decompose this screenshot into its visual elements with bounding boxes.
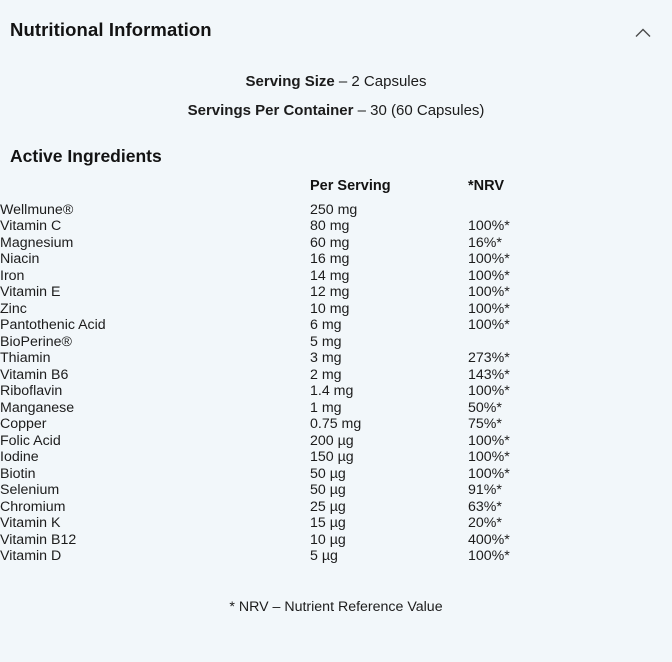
ingredient-per-serving: 250 mg	[310, 201, 358, 218]
table-row	[0, 317, 672, 334]
table-row	[0, 218, 672, 235]
table-row	[0, 499, 672, 516]
servings-per-container-value: 30 (60 Capsules)	[370, 101, 485, 119]
ingredient-nrv: 100%*	[468, 449, 510, 466]
ingredient-nrv: 50%*	[468, 399, 502, 416]
ingredient-per-serving: 50 µg	[310, 465, 346, 482]
active-ingredients-heading: Active Ingredients	[10, 146, 162, 166]
ingredient-name: BioPerine®	[0, 333, 72, 350]
ingredient-nrv: 91%*	[468, 482, 502, 499]
ingredient-per-serving: 5 mg	[310, 333, 342, 350]
ingredient-nrv: 20%*	[468, 515, 502, 532]
ingredient-name: Wellmune®	[0, 201, 74, 218]
chevron-up-icon[interactable]	[630, 20, 656, 46]
ingredient-name: Vitamin K	[0, 515, 61, 532]
ingredient-nrv: 100%*	[468, 432, 510, 449]
ingredient-per-serving: 14 mg	[310, 267, 350, 284]
ingredient-name: Vitamin B6	[0, 366, 69, 383]
ingredient-nrv: 100%*	[468, 218, 510, 235]
nrv-footnote: * NRV – Nutrient Reference Value	[229, 598, 443, 615]
table-row	[0, 532, 672, 549]
ingredient-nrv: 63%*	[468, 498, 502, 515]
ingredient-nrv: 100%*	[468, 465, 510, 482]
servings-per-container-label: Servings Per Container	[187, 101, 354, 119]
table-row	[0, 433, 672, 450]
ingredient-name: Biotin	[0, 465, 36, 482]
ingredient-name: Niacin	[0, 251, 40, 268]
ingredient-nrv: 75%*	[468, 416, 502, 433]
serving-info	[0, 68, 672, 125]
ingredient-name: Manganese	[0, 399, 75, 416]
ingredient-per-serving: 5 µg	[310, 548, 338, 565]
ingredient-per-serving: 150 µg	[310, 449, 354, 466]
table-row	[0, 350, 672, 367]
ingredient-nrv	[468, 202, 672, 219]
column-header-per-serving: Per Serving	[310, 177, 391, 194]
ingredient-name: Vitamin B12	[0, 531, 77, 548]
ingredient-name: Vitamin C	[0, 218, 62, 235]
ingredient-per-serving: 2 mg	[310, 366, 342, 383]
ingredient-per-serving: 12 mg	[310, 284, 350, 301]
table-row	[0, 367, 672, 384]
ingredient-nrv: 273%*	[468, 350, 510, 367]
table-row	[0, 251, 672, 268]
ingredient-per-serving: 16 mg	[310, 251, 350, 268]
table-row	[0, 400, 672, 417]
ingredient-name: Iodine	[0, 449, 39, 466]
ingredient-nrv: 143%*	[468, 366, 510, 383]
ingredient-per-serving: 200 µg	[310, 432, 354, 449]
ingredient-name: Thiamin	[0, 350, 51, 367]
ingredient-nrv: 100%*	[468, 548, 510, 565]
table-row	[0, 466, 672, 483]
ingredient-per-serving: 3 mg	[310, 350, 342, 367]
ingredient-nrv: 100%*	[468, 300, 510, 317]
table-row	[0, 301, 672, 318]
ingredient-name: Zinc	[0, 300, 27, 317]
ingredient-per-serving: 6 mg	[310, 317, 342, 334]
serving-size-value: 2 Capsules	[351, 73, 427, 90]
ingredient-per-serving: 15 µg	[310, 515, 346, 532]
ingredient-name: Vitamin E	[0, 284, 61, 301]
page-title: Nutritional Information	[10, 19, 212, 40]
table-row	[0, 548, 672, 565]
table-row	[0, 449, 672, 466]
ingredient-per-serving: 80 mg	[310, 218, 350, 235]
column-header-name	[0, 178, 310, 202]
ingredient-nrv: 100%*	[468, 284, 510, 301]
table-row	[0, 383, 672, 400]
ingredient-nrv: 100%*	[468, 383, 510, 400]
ingredient-name: Vitamin D	[0, 548, 62, 565]
ingredient-name: Riboflavin	[0, 383, 63, 400]
ingredient-per-serving: 25 µg	[310, 498, 346, 515]
table-row	[0, 482, 672, 499]
ingredient-name: Selenium	[0, 482, 60, 499]
ingredient-per-serving: 1 mg	[310, 399, 342, 416]
ingredient-nrv: 16%*	[468, 234, 502, 251]
ingredient-per-serving: 0.75 mg	[310, 416, 362, 433]
ingredient-name: Pantothenic Acid	[0, 317, 106, 334]
section-header	[0, 0, 672, 46]
ingredients-table-body	[0, 202, 672, 565]
table-row	[0, 284, 672, 301]
ingredient-name: Copper	[0, 416, 47, 433]
ingredient-nrv: 100%*	[468, 317, 510, 334]
ingredient-name: Chromium	[0, 498, 66, 515]
ingredient-per-serving: 60 mg	[310, 234, 350, 251]
table-row	[0, 235, 672, 252]
ingredient-nrv	[468, 334, 672, 351]
serving-size-separator: –	[338, 73, 348, 90]
ingredient-nrv: 100%*	[468, 267, 510, 284]
serving-size-label: Serving Size	[245, 73, 335, 90]
ingredient-per-serving: 10 µg	[310, 531, 346, 548]
table-row	[0, 515, 672, 532]
servings-per-container-line	[0, 97, 672, 126]
ingredient-nrv: 100%*	[468, 251, 510, 268]
ingredient-per-serving: 50 µg	[310, 482, 346, 499]
servings-per-container-separator: –	[357, 101, 366, 119]
table-row	[0, 202, 672, 219]
table-row	[0, 268, 672, 285]
table-header-row	[0, 178, 672, 202]
ingredient-per-serving: 10 mg	[310, 300, 350, 317]
ingredient-per-serving: 1.4 mg	[310, 383, 354, 400]
ingredients-table	[0, 178, 672, 565]
ingredient-name: Magnesium	[0, 234, 74, 251]
table-row	[0, 416, 672, 433]
table-row	[0, 334, 672, 351]
ingredient-name: Folic Acid	[0, 432, 61, 449]
serving-size-line	[0, 68, 672, 97]
ingredient-name: Iron	[0, 267, 25, 284]
column-header-nrv: *NRV	[468, 177, 504, 194]
ingredient-nrv: 400%*	[468, 531, 510, 548]
